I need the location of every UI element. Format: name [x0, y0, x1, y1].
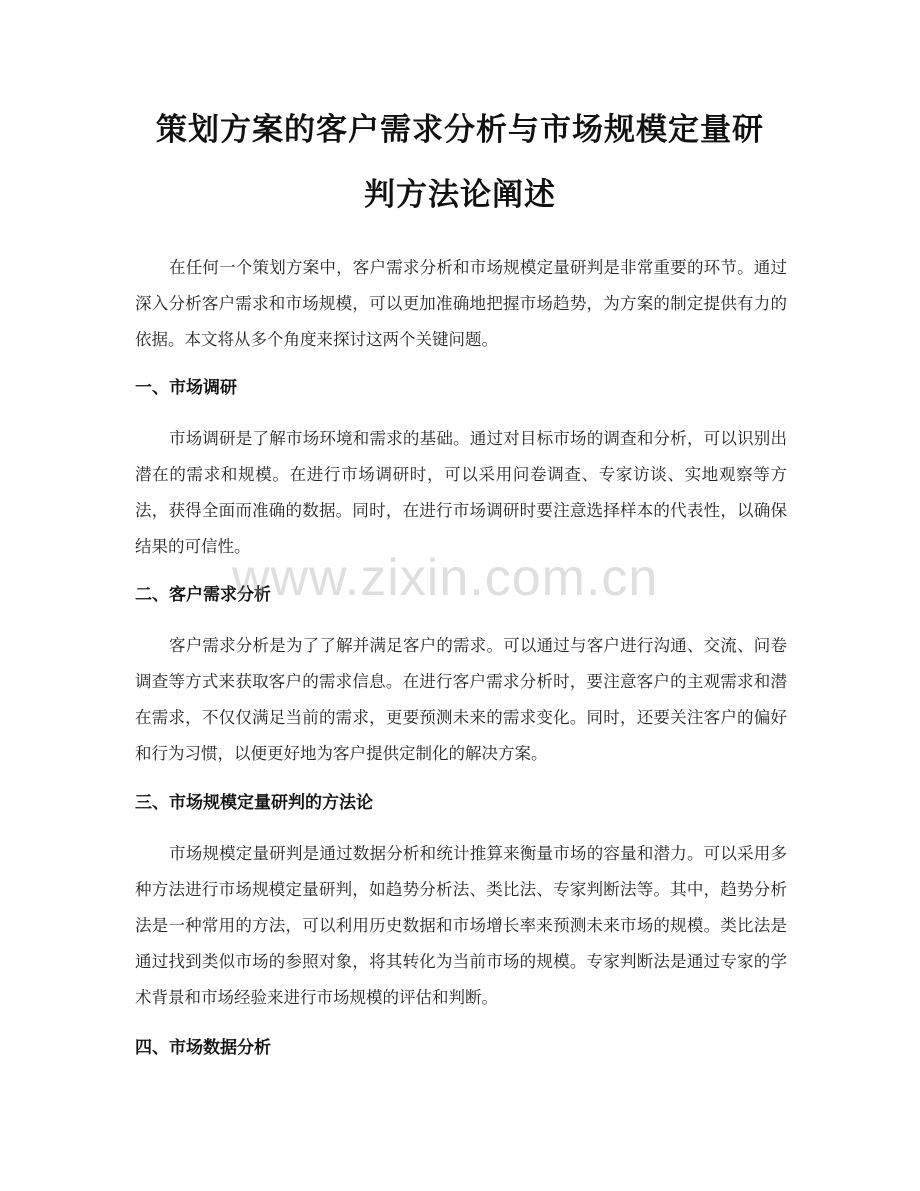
section-body-market-size-method: 市场规模定量研判是通过数据分析和统计推算来衡量市场的容量和潜力。可以采用多种方法进行市场规模定量研判，如趋势分析法、类比法、专家判断法等。其中，趋势分析法是一种常用的方法，可以利用历史数据和市场增长率来预测未来市场的规模。类比法是通过找到类似市场的参照对象，将其转化为当前市场的规模。专家判断法是通过专家的学术背景和市场经验来进行市场规模的评估和判断。 — [135, 844, 787, 1007]
watermark-text: www.zixin.com.cn — [232, 549, 659, 607]
section-body-customer-needs: 客户需求分析是为了了解并满足客户的需求。可以通过与客户进行沟通、交流、问卷调查等方式来获取客户的需求信息。在进行客户需求分析时，要注意客户的主观需求和潜在需求，不仅仅满足当前的需求，更要预测未来的需求变化。同时，还要关注客户的偏好和行为习惯，以便更好地为客户提供定制化的解决方案。 — [135, 636, 787, 763]
section-heading-market-size-method: 三、市场规模定量研判的方法论 — [135, 793, 373, 813]
section-heading-market-data-analysis: 四、市场数据分析 — [135, 1038, 271, 1058]
document-title-line-1: 策划方案的客户需求分析与市场规模定量研 — [156, 112, 764, 148]
section-heading-market-research: 一、市场调研 — [135, 378, 237, 398]
section-body-market-research: 市场调研是了解市场环境和需求的基础。通过对目标市场的调查和分析，可以识别出潜在的需求和规模。在进行市场调研时，可以采用问卷调查、专家访谈、实地观察等方法，获得全面而准确的数据。同时，在进行市场调研时要注意选择样本的代表性，以确保结果的可信性。 — [135, 429, 787, 556]
section-heading-customer-needs: 二、客户需求分析 — [135, 585, 271, 605]
intro-paragraph: 在任何一个策划方案中，客户需求分析和市场规模定量研判是非常重要的环节。通过深入分析客户需求和市场规模，可以更加准确地把握市场趋势，为方案的制定提供有力的依据。本文将从多个角度来探讨这两个关键问题。 — [135, 258, 787, 349]
document-title-line-2: 判方法论阐述 — [364, 177, 556, 213]
